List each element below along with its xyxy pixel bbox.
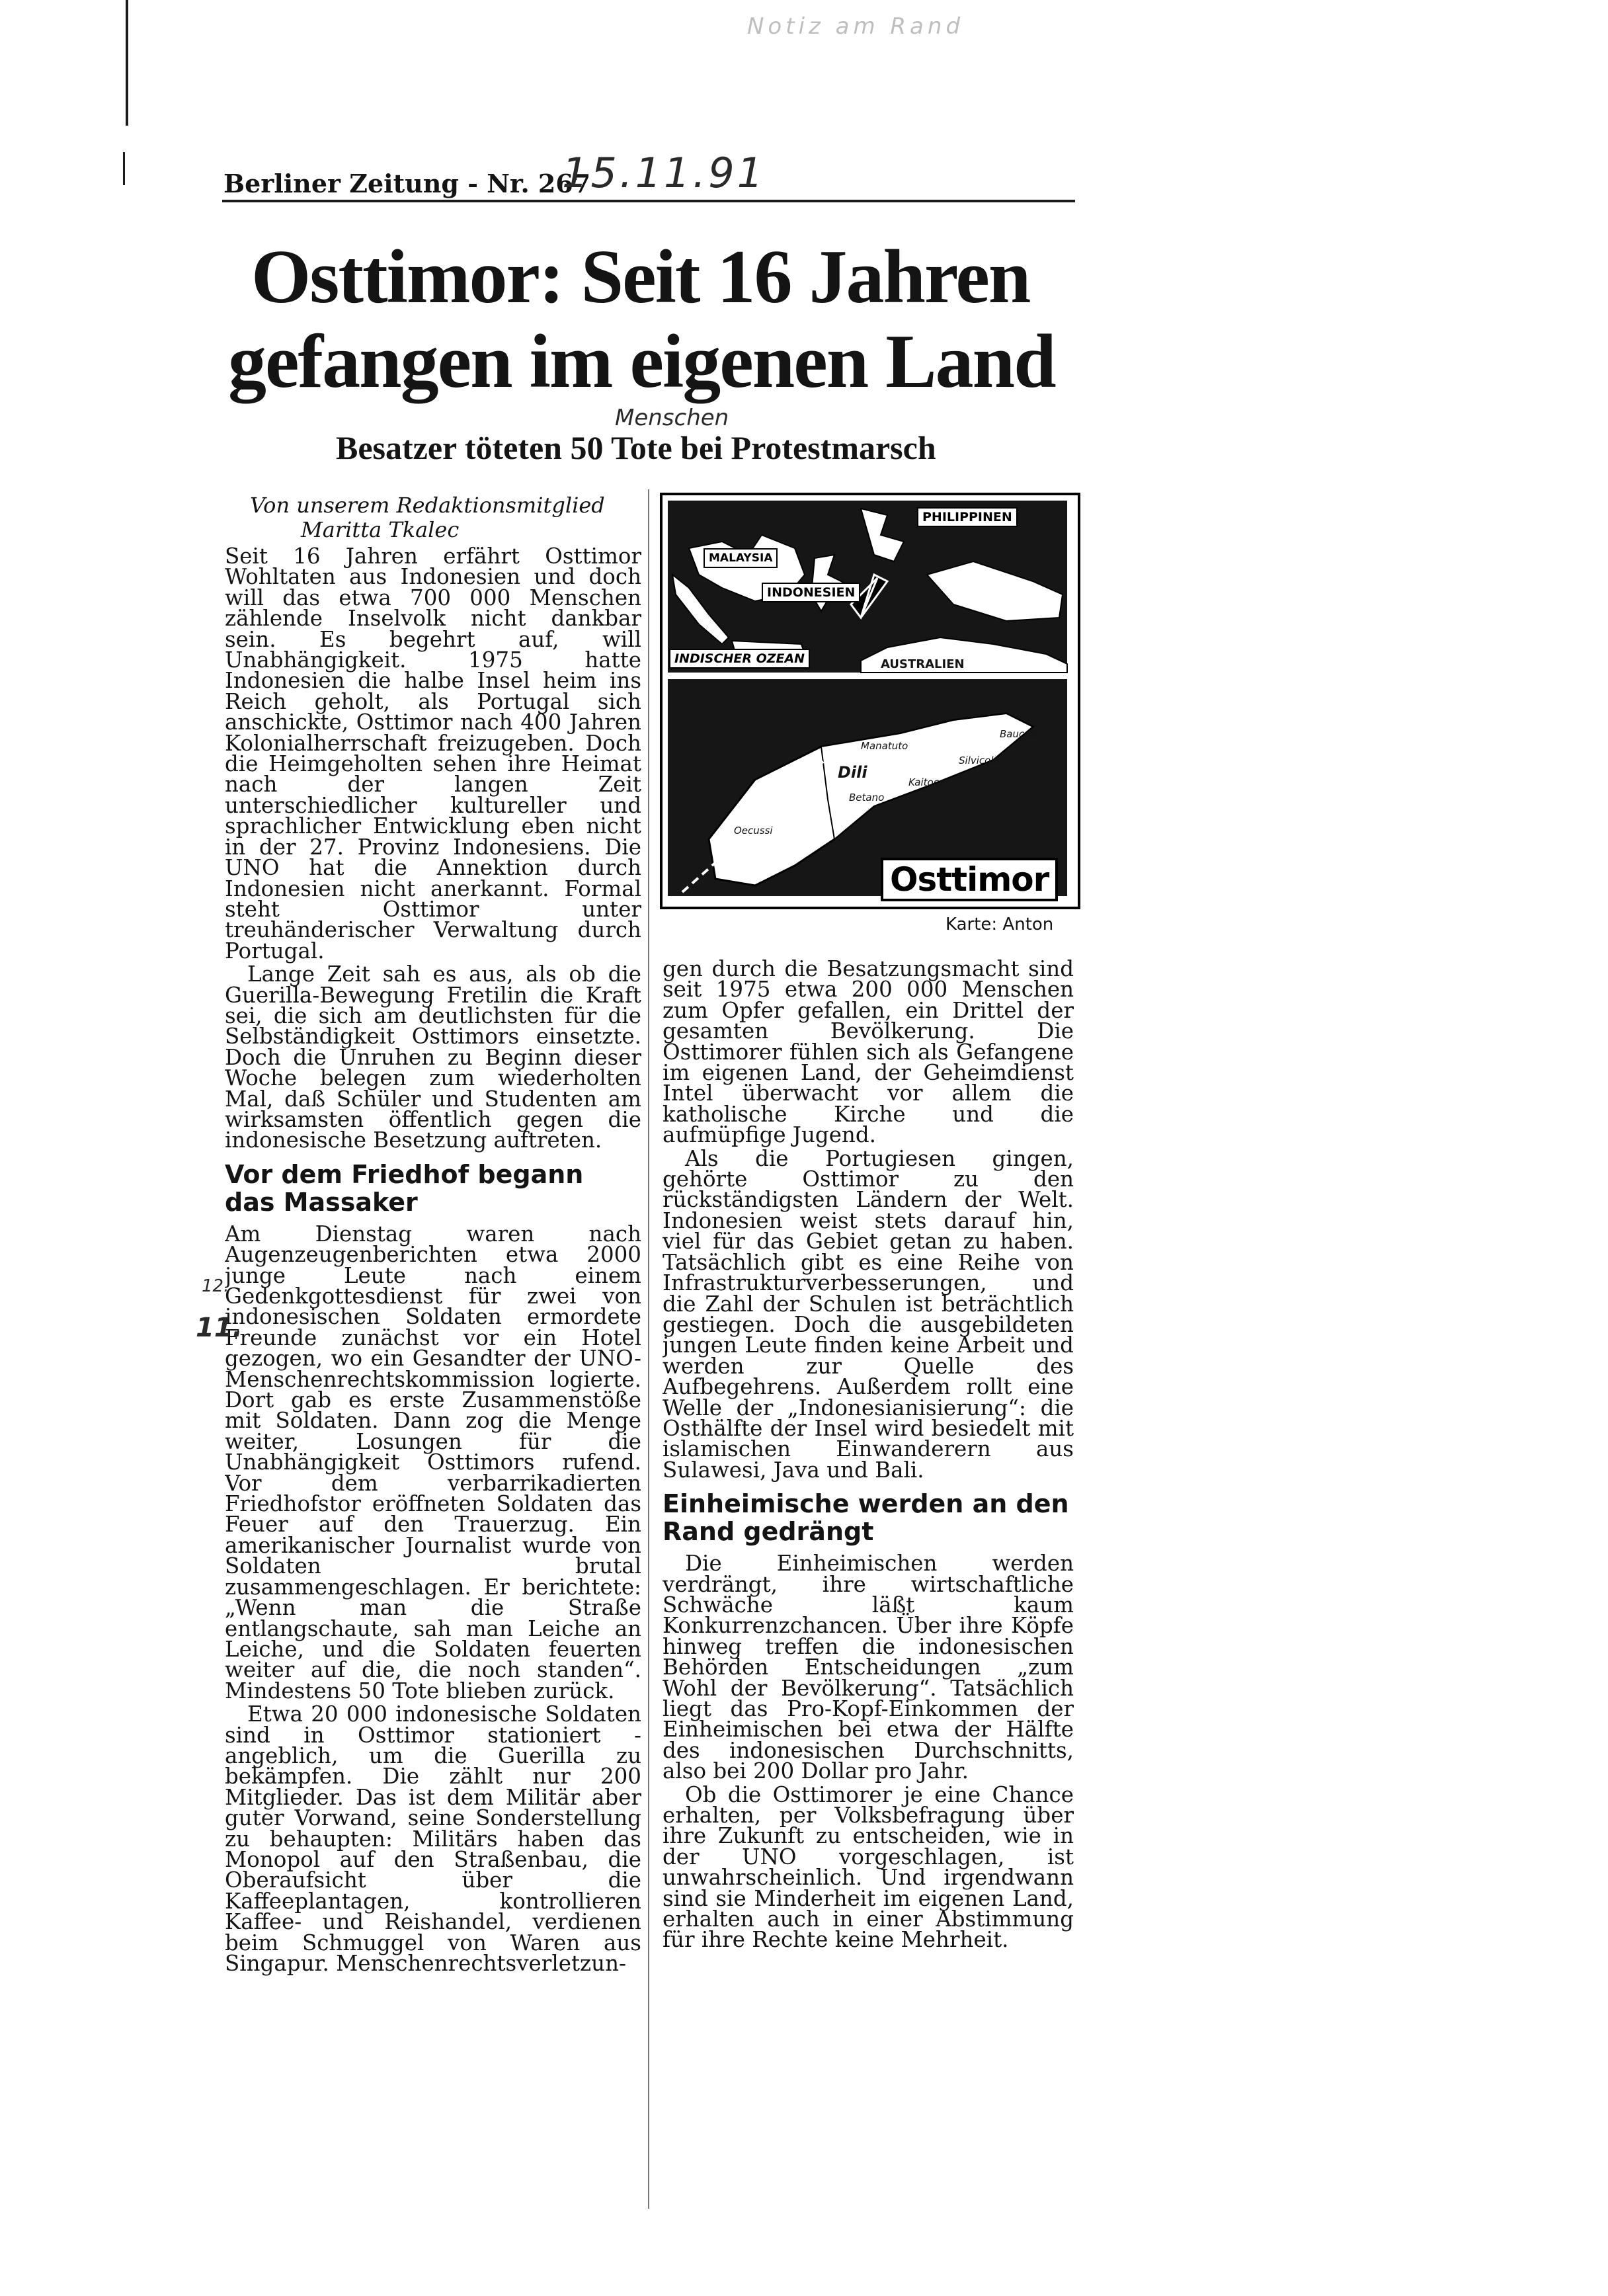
handwritten-date: 15.11.91 (562, 149, 766, 197)
label-silvicola: Silvicola (959, 755, 1000, 766)
right-column (663, 959, 1074, 2209)
map-credit: Karte: Anton (945, 915, 1054, 934)
label-osttimor: Osttimor (881, 858, 1058, 901)
label-australien: AUSTRALIEN (881, 657, 965, 671)
paragraph: Die Einheimischen werden verdrängt, ihre wirtschaftliche Schwäche läßt kaum Konkurrenzchancen. Über ihre Köpfe hinweg treffen die indonesischen Behörden Entscheidungen „zum Wohl der Bevölkerung“. Tatsächlich liegt das Pro-Kopf-Einkommen der Einheimischen bei etwa der Hälfte des indonesischen Durchschnitts, also bei 200 Dollar pro Jahr. (663, 1551, 1074, 1784)
label-dili: Dili (838, 763, 867, 782)
label-baucau: Baucau (1000, 728, 1037, 740)
paragraph: Etwa 20 000 indonesische Soldaten sind in Osttimor stationiert - angeblich, um die Guerilla zu bekämpfen. Die zählt nur 200 Mitglieder. Das ist dem Militär aber guter Vorwand, seine Sonderstellung zu behaupten: Militärs haben das Monopol auf den Straßenbau, die Oberaufsicht über die Kaffeeplantagen, kontrollieren Kaffee- und Reishandel, verdienen beim Schmuggel von Waren aus Singapur. Menschenrechtsverletzun- (225, 1702, 641, 1976)
paragraph: gen durch die Besatzungsmacht sind seit 1975 etwa 200 000 Menschen zum Opfer gefallen, ein Drittel der gesamten Bevölkerung. Die Osttimorer fühlen sich als Gefangene im eigenen Land, der Geheimdienst Intel überwacht vor allem die katholische Kirche und die aufmüpfige Jugend. (663, 959, 1074, 1148)
byline-author: Maritta Tkalec (301, 517, 460, 542)
masthead: Berliner Zeitung - Nr. 267 (223, 169, 591, 198)
margin-note: 11. (196, 1313, 243, 1343)
paragraph: Lange Zeit sah es aus, als ob die Guerilla-Bewegung Fretilin die Kraft sei, die sich am deutlichsten für die Selbständigkeit Osttimors einsetzte. Doch die Unruhen zu Beginn dieser Woche belegen zum wiederholten Mal, daß Schüler und Studenten am wirksamsten öffentlich gegen die indonesische Besetzung auftreten. (225, 962, 641, 1153)
top-scribble: Notiz am Rand (747, 13, 965, 40)
label-betano: Betano (849, 792, 885, 803)
byline-line-1: Von unserem Redaktionsmitglied (250, 493, 605, 518)
scan-edge-mark (126, 0, 128, 126)
label-malaysia: MALAYSIA (704, 548, 778, 568)
label-indonesien: INDONESIEN (762, 583, 860, 602)
map-figure (660, 493, 1080, 909)
label-philippinen: PHILIPPINEN (917, 507, 1018, 527)
headline-line-2: gefangen im eigenen Land (228, 319, 1055, 404)
section-heading: Einheimische werden an den Rand gedrängt (663, 1489, 1069, 1547)
left-column (225, 546, 641, 2206)
masthead-rule (222, 200, 1075, 202)
label-oecussi: Oecussi (734, 825, 773, 837)
section-heading: Vor dem Friedhof begann das Massaker (225, 1159, 584, 1217)
label-indischer-ozean: INDISCHER OZEAN (669, 649, 810, 669)
handwritten-correction: Menschen (615, 405, 729, 431)
subtitle: Besatzer töteten 50 Tote bei Protestmarsch (336, 429, 936, 466)
column-rule (648, 489, 649, 2209)
paragraph: Als die Portugiesen gingen, gehörte Osttimor zu den rückständigsten Ländern der Welt. Indonesien weist stets darauf hin, viel für das Gebiet getan zu haben. Tatsächlich gibt es eine Reihe von Infrastrukturverbesserungen, und die Zahl der Schulen ist beträchtlich gestiegen. Doch die ausgebildeten jungen Leute finden keine Arbeit und werden zur Quelle des Aufbegehrens. Außerdem rollt eine Welle der „Indonesianisierung“: die Osthälfte der Insel wird besiedelt mit islamischen Einwanderern aus Sulawesi, Java und Bali. (663, 1145, 1074, 1483)
scan-edge-mark (123, 152, 125, 185)
paragraph: Am Dienstag waren nach Augenzeugenberichten etwa 2000 junge Leute nach einem Gedenkgottesdienst für zwei von indonesischen Soldaten ermordete Freunde zunächst vor ein Hotel gezogen, wo ein Gesandter der UNO-Menschenrechtskommission logierte. Dort gab es erste Zusammenstöße mit Soldaten. Dann zog die Menge weiter, Losungen für die Unabhängigkeit Osttimors rufend. Vor dem verbarrikadierten Friedhofstor eröffneten Soldaten das Feuer auf den Trauerzug. Ein amerikanischer Journalist wurde von Soldaten brutal zusammengeschlagen. Er berichtete: „Wenn man die Straße entlangschaute, sah man Leiche an Leiche, und die Soldaten feuerten weiter auf die, die noch standen“. Mindestens 50 Tote blieben zurück. (225, 1221, 641, 1703)
headline-line-1: Osttimor: Seit 16 Jahren (251, 235, 1030, 319)
label-kaitoco: Kaitoco (908, 776, 945, 788)
paragraph: Ob die Osttimorer je eine Chance erhalten, per Volksbefragung über ihre Zukunft zu entscheiden, wie in der UNO vorgeschlagen, ist unwahrscheinlich. Und irgendwann sind sie Minderheit im eigenen Land, erhalten auch in einer Abstimmung für ihre Rechte keine Mehrheit. (663, 1782, 1074, 1953)
paragraph: Seit 16 Jahren erfährt Osttimor Wohltaten aus Indonesien und doch will das etwa 700 000 Menschen zählende Inselvolk nicht dankbar sein. Es begehrt auf, will Unabhängigkeit. 1975 hatte Indonesien die halbe Insel heim ins Reich geholt, als Portugal sich anschickte, Osttimor nach 400 Jahren Kolonialherrschaft freizugeben. Doch die Heimgeholten sehen ihre Heimat nach der langen Zeit unterschiedlicher kultureller und sprachlicher Entwicklung eben nicht in der 27. Provinz Indonesiens. Die UNO hat die Annektion durch Indonesien nicht anerkannt. Formal steht Osttimor unter treuhänderischer Verwaltung durch Portugal. (225, 546, 641, 964)
margin-note: 12. (202, 1276, 229, 1296)
label-manatuto: Manatuto (861, 740, 908, 752)
